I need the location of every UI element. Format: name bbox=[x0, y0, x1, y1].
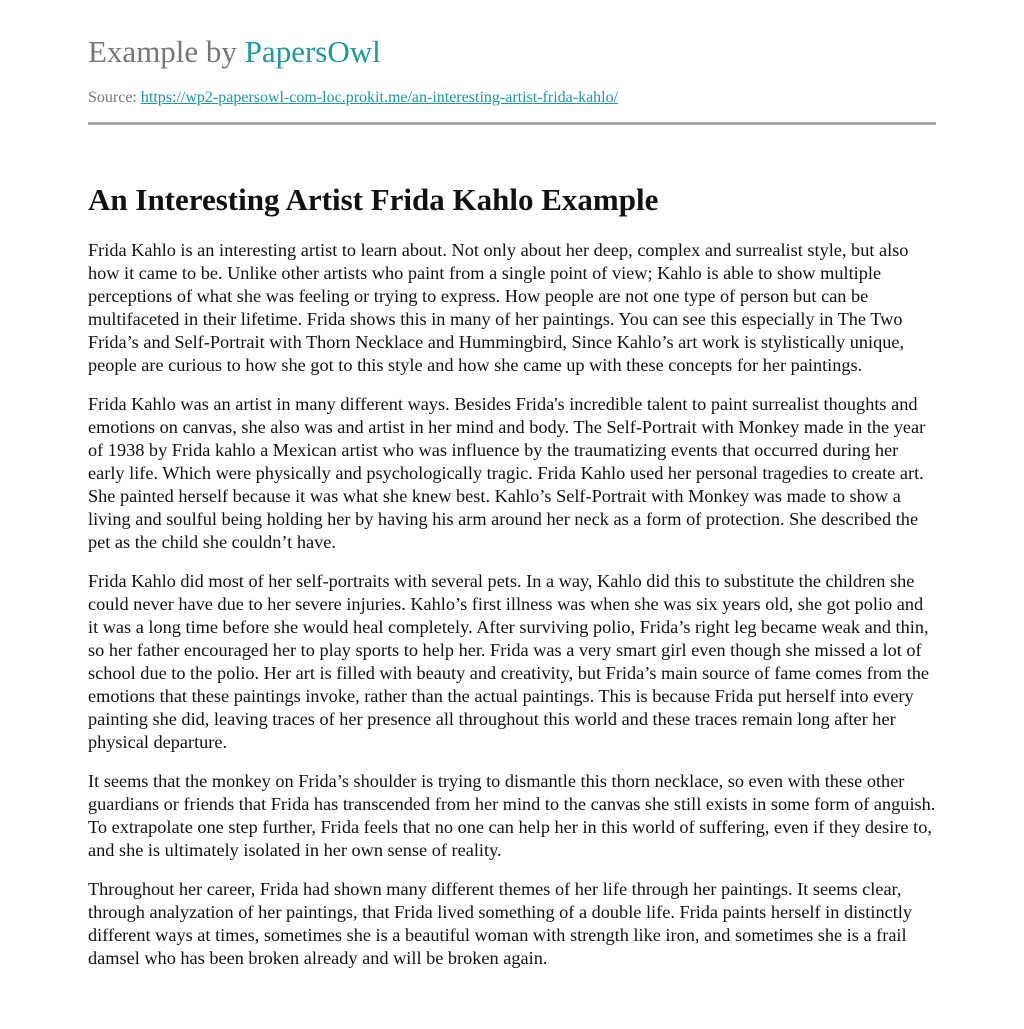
source-line bbox=[88, 88, 618, 108]
source-link[interactable]: https://wp2-papersowl-com-loc.prokit.me/an-interesting-artist-frida-kahlo/ bbox=[140, 89, 619, 106]
brand-prefix: Example by bbox=[88, 34, 237, 69]
brand-name-link[interactable]: PapersOwl bbox=[244, 34, 381, 69]
article-paragraph-2: Frida Kahlo was an artist in many different ways. Besides Frida's incredible talent to paint surrealist thoughts and emotions on canvas, she also was and artist in her mind and body. The Self-Portrait with Monkey made in the year of 1938 by Frida kahlo a Mexican artist who was influence by the traumatizing events that occurred during her early life. Which were physically and psychologically tragic. Frida Kahlo used her personal tragedies to create art. She painted herself because it was what she knew best. Kahlo’s Self-Portrait with Monkey was made to show a living and soulful being holding her by having his arm around her neck as a form of protection. She described the pet as the child she couldn’t have. bbox=[88, 394, 926, 552]
source-label: Source: bbox=[88, 89, 137, 106]
article-paragraph-3: Frida Kahlo did most of her self-portraits with several pets. In a way, Kahlo did this to substitute the children she could never have due to her severe injuries. Kahlo’s first illness was when she was six years old, she got polio and it was a long time before she would heal completely. After surviving polio, Frida’s right leg became weak and thin, so her father encouraged her to play sports to help her. Frida was a very smart girl even though she missed a lot of school due to the polio. Her art is filled with beauty and creativity, but Frida’s main source of fame comes from the emotions that these paintings invoke, rather than the actual paintings. This is because Frida put herself into every painting she did, leaving traces of her presence all throughout this world and these traces remain long after her physical departure. bbox=[88, 571, 930, 752]
article-paragraph-4: It seems that the monkey on Frida’s shoulder is trying to dismantle this thorn necklace, so even with these other guardians or friends that Frida has transcended from her mind to the canvas she still exists in some form of anguish. To extrapolate one step further, Frida feels that no one can help her in this world of suffering, even if they desire to, and she is ultimately isolated in her own sense of reality. bbox=[88, 771, 936, 860]
brand-heading bbox=[88, 32, 381, 72]
article-title: An Interesting Artist Frida Kahlo Example bbox=[88, 182, 659, 217]
article-body bbox=[88, 239, 936, 986]
article-paragraph-1: Frida Kahlo is an interesting artist to learn about. Not only about her deep, complex and surrealist style, but also how it came to be. Unlike other artists who paint from a single point of view; Kahlo is able to show multiple perceptions of what she was feeling or trying to express. How people are not one type of person but can be multifaceted in their lifetime. Frida shows this in many of her paintings. You can see this especially in The Two Frida’s and Self-Portrait with Thorn Necklace and Hummingbird, Since Kahlo’s art work is stylistically unique, people are curious to how she got to this style and how she came up with these concepts for her paintings. bbox=[88, 240, 909, 375]
article-paragraph-5: Throughout her career, Frida had shown many different themes of her life through her paintings. It seems clear, through analyzation of her paintings, that Frida lived something of a double life. Frida paints herself in distinctly different ways at times, sometimes she is a beautiful woman with strength like iron, and sometimes she is a frail damsel who has been broken already and will be broken again. bbox=[88, 879, 913, 968]
header-divider bbox=[88, 122, 936, 125]
